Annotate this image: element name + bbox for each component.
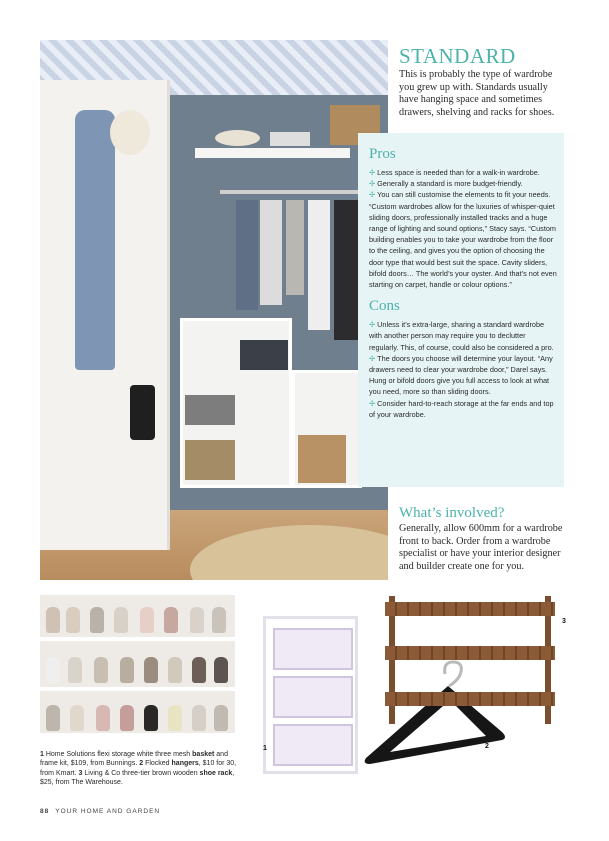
list-item: ✢ You can still customise the elements to fit your needs. “Custom wardrobes allow for the luxuries of whisper-quiet sliding doors, professionally installed tracks and a huge range of lighting and sound options,” Stacy says. “Custom building enables you to take your wardrobe from the floor to the ceiling, and gives you the option of choosing the door type that would best suit the space. Cavity sliders, bifold doors… The world’s your oyster. And that’s not even starting on carpet, handle or colour options.”	[369, 190, 557, 290]
upper-shelf	[195, 148, 350, 158]
plus-icon: ✢	[369, 179, 376, 189]
caption-product: shoe rack	[199, 769, 233, 777]
door-hat	[110, 110, 150, 155]
shoe	[168, 705, 182, 731]
shoe	[164, 607, 178, 633]
shoe	[144, 705, 158, 731]
hanging-rail	[220, 190, 380, 194]
cons-heading: Cons	[369, 298, 400, 315]
shoe	[96, 705, 110, 731]
wooden-shoe-rack	[385, 596, 555, 726]
caption-text: Flocked	[143, 760, 172, 768]
involved-body: Generally, allow 600mm for a wardrobe front to back. Order from a wardrobe specialist or have your interior designer and builder create one for you.	[399, 523, 563, 572]
shoe	[94, 657, 108, 683]
caption-num: 2	[139, 760, 144, 768]
section-intro: This is probably the type of wardrobe you grew up with. Standards usually have hanging space and sometimes drawers, shelving and racks for shoes.	[399, 69, 555, 118]
folded-clothes	[270, 132, 310, 146]
mesh-drawer	[273, 676, 353, 718]
caption-num: 1	[40, 751, 44, 758]
shoe	[46, 705, 60, 731]
storage-box	[240, 340, 288, 370]
caption-text: Living & Co three-tier brown wooden	[82, 769, 200, 777]
mesh-basket-product	[253, 616, 375, 776]
shoe	[90, 607, 104, 633]
shoe	[214, 705, 228, 731]
publication-name: YOUR HOME AND GARDEN	[55, 808, 161, 815]
list-item: ✢ The doors you choose will determine your layout. “Any drawers need to clear your wardrobe door,” Darel says. Hung or bifold doors give you full access to look at what you need, more so than sliding doors.	[369, 353, 553, 397]
caption-num: 3	[78, 769, 83, 777]
caption-product: basket	[192, 751, 215, 758]
product-label-2: 2	[485, 743, 489, 750]
caption-text: , $25, from The Warehouse.	[40, 769, 235, 786]
woven-basket	[185, 440, 235, 480]
plus-icon: ✢	[369, 320, 376, 330]
pros-list	[369, 167, 557, 290]
pros-heading: Pros	[369, 146, 396, 162]
shoe	[114, 607, 128, 633]
page-footer	[40, 808, 160, 815]
shoe	[192, 657, 206, 683]
caption-text: and frame kit, $109, from Bunnings.	[40, 751, 228, 768]
pros-cons-content	[369, 146, 557, 420]
garment	[308, 200, 330, 330]
shoe	[46, 607, 60, 633]
plus-icon: ✢	[369, 353, 376, 363]
caption-product: hangers	[171, 760, 199, 768]
shoe	[120, 705, 134, 731]
shoe	[68, 657, 82, 683]
shelf-plank	[40, 687, 235, 691]
storage-box	[185, 395, 235, 425]
caption-text: Home Solutions flexi storage white three mesh	[43, 751, 193, 758]
heeled-shoes	[130, 385, 155, 440]
list-item: ✢ Consider hard-to-reach storage at the far ends and top of your wardrobe.	[369, 398, 554, 419]
plus-icon: ✢	[369, 190, 376, 200]
shoe	[214, 657, 228, 683]
plus-icon: ✢	[369, 168, 376, 177]
product-label-1: 1	[263, 745, 267, 752]
shoe	[46, 657, 60, 683]
list-item: ✢ Generally a standard is more budget-friendly.	[369, 179, 523, 189]
shoe	[168, 657, 182, 683]
paper-basket	[298, 435, 346, 483]
shoe	[212, 607, 226, 633]
mesh-drawer	[273, 724, 353, 766]
straw-hat	[215, 130, 260, 146]
product-caption	[40, 750, 245, 787]
shelf-plank	[40, 637, 235, 641]
involved-heading: What’s involved?	[399, 505, 505, 521]
section-title: STANDARD	[399, 44, 516, 68]
shoe	[140, 607, 154, 633]
rack-tier	[385, 646, 555, 660]
hanging-robe	[75, 110, 115, 370]
shoe	[66, 607, 80, 633]
plus-icon: ✢	[369, 398, 376, 408]
list-item: ✢ Unless it’s extra-large, sharing a standard wardrobe with another person may require you to declutter regularly. This, of course, could also be considered a pro.	[369, 320, 554, 352]
shoe	[190, 607, 204, 633]
shelf-plank	[40, 733, 235, 737]
list-item: ✢ Less space is needed than for a walk-in wardrobe.	[369, 168, 540, 177]
shoe	[144, 657, 158, 683]
rack-tier	[385, 602, 555, 616]
garment	[334, 200, 360, 340]
caption-text: , $10 for 30, from Kmart.	[40, 760, 237, 777]
cons-list	[369, 319, 557, 420]
product-label-3: 3	[562, 618, 566, 625]
page-number: 88	[40, 808, 50, 815]
shoe	[120, 657, 134, 683]
garment	[236, 200, 258, 310]
garment	[260, 200, 282, 305]
wardrobe-photo	[40, 40, 388, 580]
shoe	[70, 705, 84, 731]
shoe-shelf-photo	[40, 595, 235, 737]
garment	[286, 200, 304, 295]
rack-tier	[385, 692, 555, 706]
shoe	[192, 705, 206, 731]
mesh-drawer	[273, 628, 353, 670]
